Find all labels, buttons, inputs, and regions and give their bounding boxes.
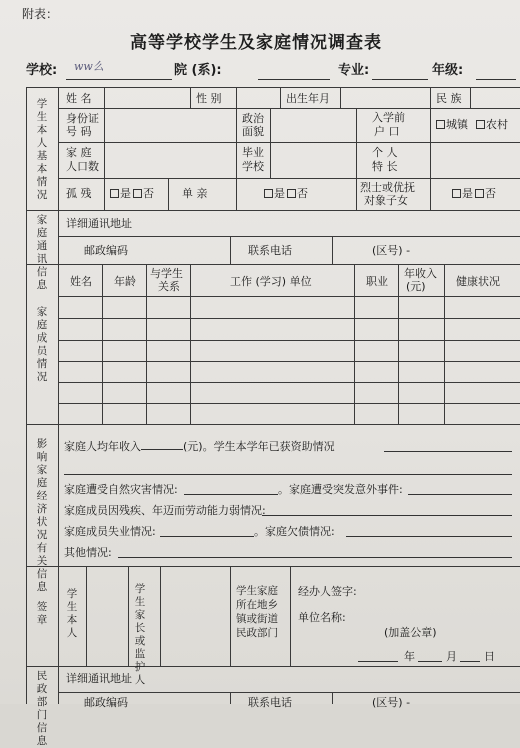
dept-label: 院 (系): [174,63,222,78]
day-blank[interactable] [460,661,480,662]
income-blank[interactable] [141,449,183,450]
school-field[interactable] [66,79,172,80]
grade-field[interactable] [476,79,516,80]
political-label-1: 政治 [242,112,264,125]
form-title: 高等学校学生及家庭情况调查表 [130,33,382,53]
signature-section-title: 签章 [36,601,48,626]
student-section-title: 学生本人基本情况 [36,98,48,201]
civil-area-code-label: (区号) - [372,696,411,709]
family-header-income-2: (元) [406,280,426,293]
civil-phone-label: 联系电话 [248,696,292,709]
sign-civil-label-1: 学生家庭 [236,585,278,597]
day-label: 日 [484,650,495,663]
family-header-relation-2: 关系 [158,280,180,293]
disabled-blank[interactable] [262,515,512,516]
gradschool-label-1: 毕业 [242,146,264,159]
hukou-label-2: 户 口 [374,125,400,138]
other-label: 其他情况: [64,546,112,559]
month-blank[interactable] [418,661,442,662]
family-header-health: 健康状况 [456,275,500,288]
debt-blank[interactable] [346,536,512,537]
id-label-1: 身份证 [66,112,99,125]
sign-civil-label-4: 民政部门 [236,627,278,639]
other-blank[interactable] [118,557,512,558]
year-blank[interactable] [358,661,398,662]
sign-civil-label-3: 镇或街道 [236,613,278,625]
family-header-name: 姓名 [70,275,92,288]
grade-label: 年级: [432,63,464,78]
id-label-2: 号 码 [66,125,92,138]
single-parent-no-checkbox[interactable] [287,189,296,198]
family-section-title: 家庭成员情况 [36,306,48,383]
family-header-relation-1: 与学生 [150,267,183,280]
orphan-label: 孤 残 [66,187,92,200]
name-label: 姓 名 [66,92,92,105]
martyr-label-2: 对象子女 [364,194,408,207]
sign-guardian-label: 学生家长或监护人 [134,583,146,686]
accident-blank[interactable] [408,494,512,495]
family-header-job: 职业 [366,275,388,288]
seal-label: (加盖公章) [384,626,437,639]
major-field[interactable] [372,79,428,80]
phone-label: 联系电话 [248,244,292,257]
ethnicity-label: 民 族 [436,92,462,105]
disabled-label: 家庭成员因残疾、年迈而劳动能力弱情况: [64,504,266,517]
attachment-label: 附表： [22,7,59,21]
rural-checkbox[interactable] [476,120,485,129]
urban-checkbox[interactable] [436,120,445,129]
martyr-label-1: 烈士或优抚 [360,181,415,194]
single-parent-label: 单 亲 [182,187,208,200]
birth-label: 出生年月 [286,92,330,105]
civil-postcode-label: 邮政编码 [84,696,128,709]
civil-section-title: 民政部门信息 [36,670,48,747]
address-label: 详细通讯地址 [66,217,132,230]
area-code-label: (区号) - [372,244,411,257]
sign-civil-label-2: 所在地乡 [236,599,278,611]
disaster-label: 家庭遭受自然灾害情况: [64,483,178,496]
school-handwritten: ww么 [74,60,104,73]
family-header-work: 工作 (学习) 单位 [230,275,312,288]
unit-name-label: 单位名称: [298,611,346,624]
family-header-age: 年龄 [114,275,136,288]
disaster-blank[interactable] [184,494,278,495]
agent-signature-label: 经办人签字: [298,585,357,598]
accident-label: 。家庭遭受突发意外事件: [278,483,403,496]
civil-address-label: 详细通讯地址 [66,672,132,685]
political-label-2: 面貌 [242,125,264,138]
aid-blank[interactable] [384,451,512,452]
orphan-no-checkbox[interactable] [133,189,142,198]
month-label: 月 [446,650,457,663]
aid-blank-2[interactable] [64,474,512,475]
gradschool-label-2: 学校 [242,160,264,173]
single-parent-options[interactable]: 是 否 [264,188,308,200]
hukou-label-1: 入学前 [372,111,405,124]
postcode-label: 邮政编码 [84,244,128,257]
economy-income-line: 家庭人均年收入 (元)。学生本学年已获资助情况 [64,440,335,453]
orphan-options[interactable]: 是 否 [110,188,154,200]
household-label-2: 人口数 [66,160,99,173]
major-label: 专业: [338,63,370,78]
rural-option[interactable]: 农村 [476,119,508,131]
debt-label: 。家庭欠债情况: [254,525,335,538]
economy-section-title: 影响家庭经济状况有关信息 [36,438,48,593]
contact-section-title: 家庭通讯信息 [36,214,48,291]
sign-student-label: 学生本人 [66,588,78,639]
family-header-income-1: 年收入 [404,267,437,280]
specialty-label-2: 特 长 [372,160,398,173]
specialty-label-1: 个 人 [372,146,398,159]
single-parent-yes-checkbox[interactable] [264,189,273,198]
unemployed-blank[interactable] [160,536,254,537]
school-label: 学校: [26,63,58,78]
martyr-yes-checkbox[interactable] [452,189,461,198]
martyr-options[interactable]: 是 否 [452,188,496,200]
year-label: 年 [404,650,415,663]
dept-field[interactable] [258,79,330,80]
gender-label: 性 别 [196,92,222,105]
urban-option[interactable]: 城镇 [436,119,468,131]
orphan-yes-checkbox[interactable] [110,189,119,198]
unemployed-label: 家庭成员失业情况: [64,525,156,538]
martyr-no-checkbox[interactable] [475,189,484,198]
household-label-1: 家 庭 [66,146,92,159]
